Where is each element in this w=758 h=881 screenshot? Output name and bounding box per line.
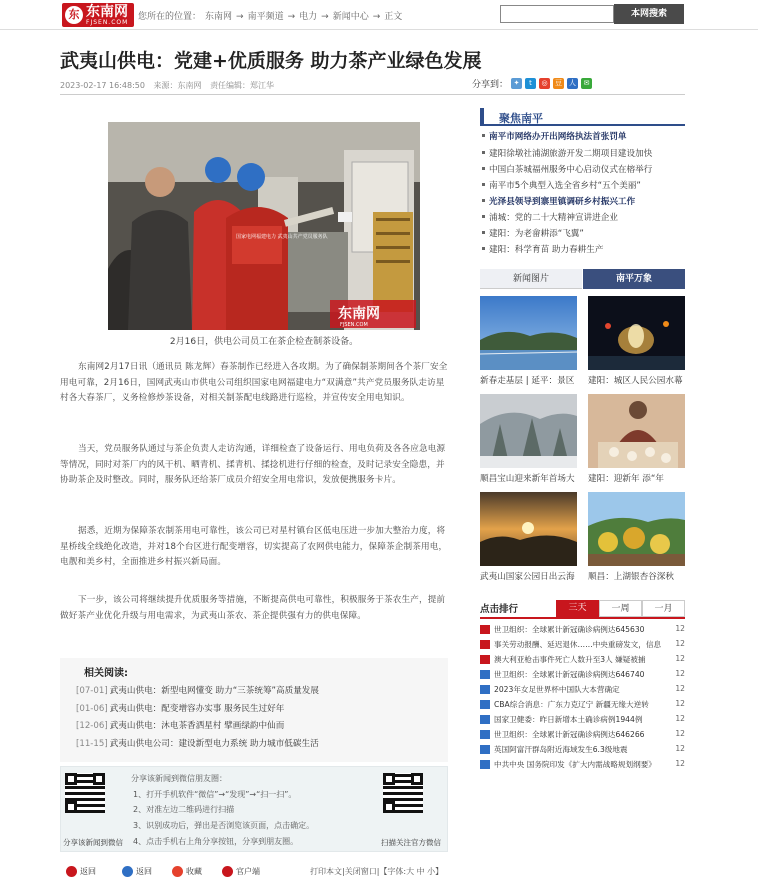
ranking-count: 12 <box>675 744 685 753</box>
focus-item[interactable] <box>480 179 685 191</box>
ranking-row[interactable] <box>480 654 685 665</box>
gallery-image-svg <box>480 394 577 468</box>
tab-one-month[interactable]: 一月 <box>642 600 685 617</box>
article-paragraph: 下一步，该公司将继续提升优质服务等措施，不断提高供电可靠性，积极服务于茶农生产，提前做好茶产业优化升级与用电需求，为武夷山茶农、茶企提供强有力的供电保障。 <box>60 595 446 621</box>
search-button[interactable]: 本网搜索 <box>614 4 684 24</box>
bottom-tools[interactable]: 打印本文|关闭窗口|【字体:大 中 小】 <box>310 867 444 876</box>
rank-marker-icon <box>480 745 490 754</box>
breadcrumb-item-home[interactable]: 东南网 <box>205 12 233 22</box>
focus-link[interactable]: 建阳徐墩社浦湖旅游开发二期项目建设加快 <box>489 149 653 159</box>
share-label: 分享到： <box>472 80 509 90</box>
gallery-image[interactable] <box>480 394 577 468</box>
ranking-row[interactable] <box>480 699 685 710</box>
ranking-title-text[interactable]: 澳大利亚枪击事件死亡人数升至3人 嫌疑被捕 <box>494 655 646 664</box>
bottom-button-label: 返回 <box>136 867 152 876</box>
article-photo <box>108 122 420 330</box>
related-date: [12-06] <box>76 721 108 731</box>
breadcrumb-item-news[interactable]: 新闻中心 <box>332 12 369 22</box>
ranking-row[interactable] <box>480 684 685 695</box>
tab-news-photos[interactable]: 新闻图片 <box>480 269 582 289</box>
ranking-row[interactable] <box>480 744 685 755</box>
search-input[interactable] <box>500 5 614 23</box>
logo-subtext: FJSEN.COM <box>86 19 129 26</box>
breadcrumb-sep: → <box>287 12 296 22</box>
share-wechat-icon[interactable]: ✉ <box>581 78 592 89</box>
share-sina-weibo-icon[interactable]: ◎ <box>539 78 550 89</box>
photo-watermark: 东南网 <box>338 306 380 322</box>
rank-marker-icon <box>480 670 490 679</box>
share-toolbar <box>472 77 592 90</box>
gallery-caption[interactable]: 顺昌：上湖银杏谷深秋 <box>588 572 674 582</box>
share-heading: 分享该新闻到微信朋友圈： <box>131 774 227 783</box>
logo-text: 东南网 <box>86 4 128 20</box>
breadcrumb-sep: → <box>321 12 329 22</box>
gallery-image-svg <box>588 394 685 468</box>
bottom-button-label: 返回 <box>80 867 96 876</box>
bottom-bar <box>60 864 448 881</box>
related-title: 相关阅读: <box>84 668 128 679</box>
related-item[interactable] <box>76 702 284 714</box>
tab-three-days[interactable]: 三天 <box>556 600 599 617</box>
related-date: [07-01] <box>76 686 108 696</box>
focus-link[interactable]: 中国白茶城福州服务中心启动仪式在榕举行 <box>489 165 653 175</box>
ranking-title: 点击排行 <box>480 604 519 615</box>
article-paragraph: 当天，党员服务队通过与茶企负责人走访沟通，详细检查了设备运行、用电负荷及各各应急电源等情况，同时对茶厂内的风干机、晒青机、揉青机、揉捻机进行仔细的检查，及时记录安全隐患，并协助茶企及时整改。同时，服务队还给茶厂成员介绍安全用电常识，发放便携服务卡片。 <box>60 444 446 486</box>
bottom-button[interactable] <box>66 866 96 877</box>
ranking-title-text[interactable]: CBA综合消息：广东力克辽宁 新疆无缘大逆转 <box>494 700 649 709</box>
gallery-image-svg <box>480 296 577 370</box>
related-link[interactable]: 武夷山供电公司：建设新型电力系统 助力城市低碳生活 <box>109 739 319 749</box>
title-divider <box>60 94 685 95</box>
gallery-caption[interactable]: 武夷山国家公园日出云海 <box>480 572 575 582</box>
bottom-button-label: 官户端 <box>236 867 260 876</box>
rank-marker-icon <box>480 625 490 634</box>
client-icon <box>222 866 233 877</box>
focus-link[interactable]: 浦城：党的二十大精神宣讲进企业 <box>489 213 618 223</box>
breadcrumb-item-nanping[interactable]: 南平频道 <box>247 12 284 22</box>
ranking-divider <box>480 617 685 619</box>
photo-watermark-sub: FJSEN.COM <box>340 322 368 328</box>
rank-marker-icon <box>480 760 490 769</box>
breadcrumb-item-current: 正文 <box>384 12 403 22</box>
focus-item[interactable] <box>480 147 685 159</box>
ranking-row[interactable] <box>480 624 685 635</box>
ranking-row[interactable] <box>480 714 685 725</box>
ranking-count: 12 <box>675 639 685 648</box>
related-date: [11-15] <box>76 739 108 749</box>
rank-marker-icon <box>480 685 490 694</box>
gallery-image-svg <box>480 492 577 566</box>
gallery-image[interactable] <box>588 296 685 370</box>
focus-link[interactable]: 光泽县领导到寨里镇调研乡村振兴工作 <box>489 197 636 207</box>
qr-code-left <box>65 773 105 813</box>
gallery-image-svg <box>588 492 685 566</box>
tab-nanping-views[interactable]: 南平万象 <box>583 269 685 289</box>
gallery-image-svg <box>588 296 685 370</box>
ranking-title-text[interactable]: 事关劳动报酬、延迟退休……中央重磅发文，信息 <box>494 640 662 649</box>
bottom-button[interactable] <box>122 866 152 877</box>
tab-one-week[interactable]: 一周 <box>599 600 642 617</box>
share-douban-icon[interactable]: 豆 <box>555 79 563 87</box>
ranking-title-text[interactable]: 世卫组织：全球累计新冠确诊病例达646740 <box>494 670 645 679</box>
share-renren-icon[interactable]: 人 <box>569 79 577 87</box>
rank-marker-icon <box>480 715 490 724</box>
breadcrumb <box>138 9 406 22</box>
gallery-image[interactable] <box>588 492 685 566</box>
focus-link[interactable]: 南平市网络办开出网络执法首张罚单 <box>489 132 627 142</box>
share-step: 3、识别成功后，弹出是否浏览该页面，点击确定。 <box>133 821 315 830</box>
gallery-caption[interactable]: 建阳：城区人民公园水幕 <box>588 376 683 386</box>
ranking-count: 12 <box>675 684 685 693</box>
article-source: 来源：东南网 <box>153 81 202 90</box>
rank-marker-icon <box>480 655 490 664</box>
article-paragraph: 据悉，近期为保障茶农制茶用电可靠性，该公司已对星村镇台区低电压进一步加大整治力度，将星桥线全线绝化改造，并对18个台区进行配变增容，切实提高了农网供电能力，保障茶企制茶用电，电靓和美乡村，全面推进乡村振兴新局面。 <box>60 526 448 568</box>
breadcrumb-sep: → <box>372 12 381 22</box>
ranking-row[interactable] <box>480 729 685 740</box>
article-title: 武夷山供电：党建+优质服务 助力茶产业绿色发展 <box>60 50 482 72</box>
qr-code-right <box>383 773 423 813</box>
bottom-button-label: 收藏 <box>186 867 202 876</box>
gallery-image[interactable] <box>480 492 577 566</box>
ranking-row[interactable] <box>480 669 685 680</box>
favorite-icon <box>172 866 183 877</box>
focus-item[interactable] <box>480 195 685 207</box>
article-editor: 责任编辑：郑江华 <box>210 81 275 90</box>
related-date: [01-06] <box>76 704 108 714</box>
focus-item[interactable] <box>480 163 685 175</box>
photo-scene <box>108 122 420 330</box>
ranking-count: 12 <box>675 729 685 738</box>
article-date: 2023-02-17 16:48:50 <box>60 81 145 90</box>
wechat-share-box <box>60 766 448 852</box>
related-link[interactable]: 武夷山供电：沐电茶香洒星村 擘画绿韵中仙而 <box>109 721 285 731</box>
rank-marker-icon <box>480 730 490 739</box>
related-item[interactable] <box>76 684 319 696</box>
ranking-count: 12 <box>675 699 685 708</box>
ranking-count: 12 <box>675 669 685 678</box>
share-tencent-weibo-icon[interactable]: t <box>525 78 536 89</box>
focus-item[interactable] <box>480 130 685 142</box>
back-icon <box>66 866 77 877</box>
gallery-caption[interactable]: 新春走基层 | 延平：景区 <box>480 376 575 386</box>
photo-caption: 2月16日，供电公司员工在茶企检查制茶设备。 <box>169 337 359 347</box>
share-qzone-icon[interactable]: ✦ <box>511 78 522 89</box>
ranking-title-text[interactable]: 中共中央 国务院印发《扩大内需战略规划纲要》 <box>494 760 656 769</box>
focus-item[interactable] <box>480 243 685 255</box>
ranking-count: 12 <box>675 624 685 633</box>
article-paragraph: 东南网2月17日讯（通讯员 陈龙辉）春茶制作已经进入各攻期。为了确保制茶期间各个茶厂安全用电可靠，2月16日，国网武夷山市供电公司组织国家电网福建电力“双满意”共产党员服务队走访星村各大春茶厂，义务检修炒茶设备，对相关制茶配电线路进行巡检，并宣传安全用电知识。 <box>60 362 448 404</box>
breadcrumb-item-power[interactable]: 电力 <box>299 12 318 22</box>
gallery-caption[interactable]: 顺昌宝山迎来新年首场大 <box>480 474 575 484</box>
rank-marker-icon <box>480 700 490 709</box>
related-link[interactable]: 武夷山供电：配变增容办实事 服务民生过好年 <box>109 704 285 714</box>
site-logo[interactable] <box>62 3 134 27</box>
gallery-image[interactable] <box>588 394 685 468</box>
home-icon <box>122 866 133 877</box>
gallery-tabs <box>480 269 685 289</box>
related-item[interactable] <box>76 719 284 731</box>
focus-title: 聚焦南平 <box>499 112 543 125</box>
focus-link[interactable]: 建阳：为老畲耕添“飞翼” <box>489 229 584 239</box>
ranking-row[interactable] <box>480 759 685 770</box>
focus-header-bar <box>480 108 484 124</box>
focus-link[interactable]: 南平市5个典型入选全省乡村“五个美丽” <box>489 181 641 191</box>
focus-item[interactable] <box>480 227 685 239</box>
share-step: 1、打开手机软件“微信”→“发现”→“扫一扫”。 <box>133 790 297 799</box>
ranking-count: 12 <box>675 714 685 723</box>
ranking-title-text[interactable]: 世卫组织：全球累计新冠确诊病例达645630 <box>494 625 645 634</box>
logo-mark-icon: 东 <box>65 6 83 24</box>
related-item[interactable] <box>76 737 319 749</box>
breadcrumb-prefix: 您所在的位置： <box>138 12 202 22</box>
article-meta <box>60 80 280 91</box>
ranking-title-text[interactable]: 世卫组织：全球累计新冠确诊病例达646266 <box>494 730 645 739</box>
related-link[interactable]: 武夷山供电：新型电网懂变 助力“三茶统筹”高质量发展 <box>109 686 319 696</box>
focus-item[interactable] <box>480 211 685 223</box>
breadcrumb-sep: → <box>236 12 244 22</box>
gallery-image[interactable] <box>480 296 577 370</box>
gallery-caption[interactable]: 建阳：迎新年 添“年 <box>588 474 664 484</box>
vest-text: 国家电网福建电力 武夷山共产党员服务队 <box>236 234 328 240</box>
ranking-title-text[interactable]: 2023年女足世界杯中国队大本营确定 <box>494 685 620 694</box>
ranking-title-text[interactable]: 英国阿富汗群岛附近海域发生6.3级地震 <box>494 745 628 754</box>
bottom-button[interactable] <box>222 866 260 877</box>
qr-right-caption: 扫描关注官方微信 <box>381 838 441 847</box>
bottom-button[interactable] <box>172 866 202 877</box>
focus-link[interactable]: 建阳：科学育苗 助力春耕生产 <box>489 245 604 255</box>
ranking-count: 12 <box>675 654 685 663</box>
share-step: 2、对准左边二维码进行扫描 <box>133 805 235 814</box>
top-bar <box>0 0 758 30</box>
qr-left-caption: 分享该新闻到微信 <box>63 838 123 847</box>
ranking-row[interactable] <box>480 639 685 650</box>
ranking-count: 12 <box>675 759 685 768</box>
ranking-title-text[interactable]: 国家卫健委：昨日新增本土确诊病例1944例 <box>494 715 643 724</box>
rank-marker-icon <box>480 640 490 649</box>
share-step: 4、点击手机右上角分享按钮，分享到朋友圈。 <box>133 837 299 846</box>
